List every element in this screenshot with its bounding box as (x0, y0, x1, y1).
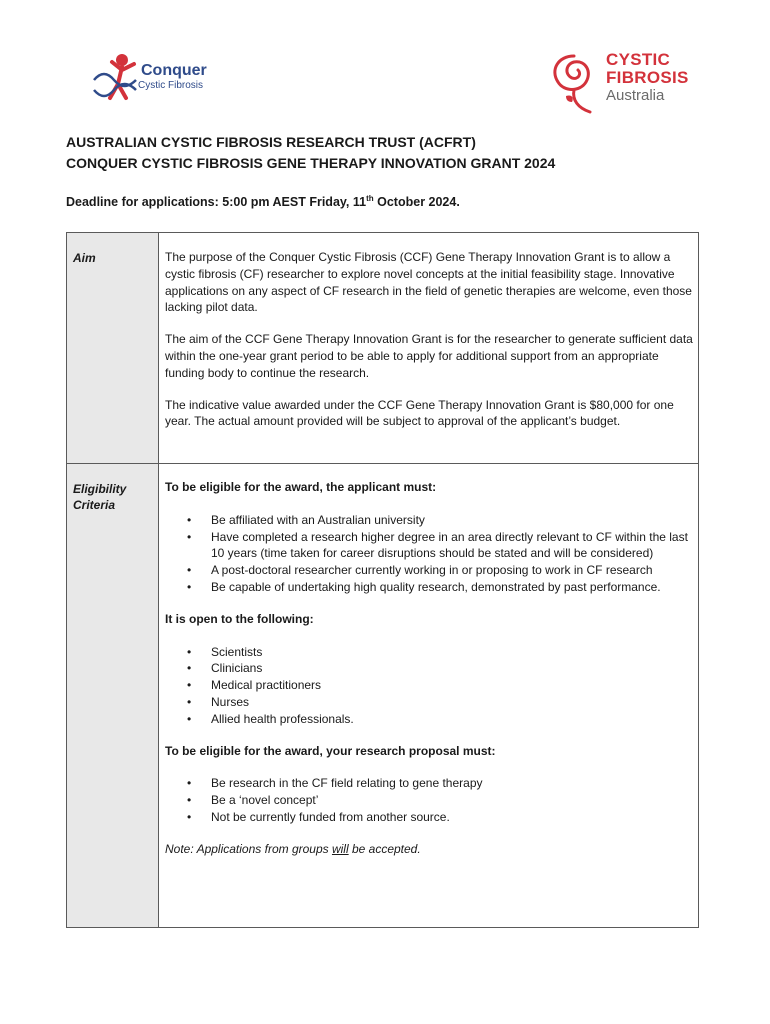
aim-content (165, 249, 693, 430)
document-title (66, 132, 555, 174)
proposal-requirements-list (165, 775, 693, 825)
applicant-requirements-list (165, 512, 693, 596)
eligibility-label-line2: Criteria (73, 498, 116, 512)
list-item-text: Nurses (211, 694, 250, 709)
bullet-icon: • (187, 644, 192, 659)
bullet-icon: • (187, 776, 192, 791)
conquer-cf-logo (92, 50, 217, 110)
label-column (67, 233, 159, 927)
logo-left-line1: Conquer (141, 62, 207, 79)
eligibility-label (73, 481, 126, 513)
aim-paragraph-2: The aim of the CCF Gene Therapy Innovation Grant is for the researcher to generate sufficient data within the one-year grant period to be able to apply for additional support from an appropriate funding body to continue the research. (165, 332, 693, 380)
eligibility-heading-3: To be eligible for the award, your research proposal must: (165, 743, 496, 758)
bullet-icon: • (187, 529, 192, 544)
list-item (165, 677, 693, 694)
bullet-icon: • (187, 579, 192, 594)
rose-icon (544, 48, 604, 116)
list-item (165, 792, 693, 809)
list-item-text: Clinicians (211, 661, 263, 676)
eligibility-label-line1: Eligibility (73, 482, 127, 496)
list-item (165, 529, 693, 563)
bullet-icon: • (187, 678, 192, 693)
list-item-text: Scientists (211, 644, 263, 659)
note-suffix: be accepted. (348, 841, 421, 856)
list-item (165, 579, 693, 596)
list-item-text: Allied health professionals. (211, 711, 354, 726)
bullet-icon: • (187, 661, 192, 676)
list-item-text: Have completed a research higher degree in an area directly relevant to CF within the last 10 years (time taken for career disruptions should be stated and will be considered) (211, 529, 688, 561)
list-item-text: Be capable of undertaking high quality research, demonstrated by past performance. (211, 579, 661, 594)
note-prefix: Note: Applications from groups (165, 841, 332, 856)
aim-paragraph-3: The indicative value awarded under the CCF Gene Therapy Innovation Grant is $80,000 for one year. The actual amount provided will be subject to approval of the applicant’s budget. (165, 397, 674, 429)
list-item (165, 809, 693, 826)
bullet-icon: • (187, 793, 192, 808)
criteria-table (66, 232, 699, 928)
aim-paragraph-1: The purpose of the Conquer Cystic Fibrosis (CCF) Gene Therapy Innovation Grant is to allow a cystic fibrosis (CF) researcher to explore novel concepts at the initial feasibility stage. Innovative applications on any aspect of CF research in the field of genetic therapies are welcome, even those lacking pilot data. (165, 250, 692, 315)
eligibility-heading-2: It is open to the following: (165, 611, 314, 626)
list-item-text: Be a ‘novel concept’ (211, 793, 319, 808)
eligibility-content (165, 479, 693, 858)
list-item-text: Medical practitioners (211, 678, 322, 693)
list-item (165, 711, 693, 728)
list-item (165, 644, 693, 661)
deadline-suffix: October 2024. (373, 195, 460, 210)
list-item (165, 694, 693, 711)
open-to-list (165, 644, 693, 728)
deadline-text (66, 194, 460, 209)
bullet-icon: • (187, 563, 192, 578)
bullet-icon: • (187, 711, 192, 726)
bullet-icon: • (187, 809, 192, 824)
deadline-prefix: Deadline for applications: 5:00 pm AEST Friday, 11 (66, 195, 367, 210)
cf-australia-logo (544, 48, 704, 116)
logo-left-line2: Cystic Fibrosis (138, 80, 204, 91)
logo-right-line3: Australia (606, 87, 665, 104)
logo-right-line1: CYSTIC (606, 50, 671, 69)
list-item-text: Not be currently funded from another source. (211, 809, 450, 824)
title-line1: AUSTRALIAN CYSTIC FIBROSIS RESEARCH TRUST (ACFRT) (66, 134, 476, 150)
list-item (165, 775, 693, 792)
note-emphasis: will (331, 841, 349, 856)
list-item (165, 660, 693, 677)
groups-note (165, 841, 693, 858)
list-item (165, 562, 693, 579)
logo-right-line2: FIBROSIS (606, 68, 689, 87)
title-line2: CONQUER CYSTIC FIBROSIS GENE THERAPY INNOVATION GRANT 2024 (66, 155, 556, 171)
bullet-icon: • (187, 694, 192, 709)
list-item-text: Be affiliated with an Australian university (211, 512, 425, 527)
aim-label: Aim (73, 251, 96, 265)
bullet-icon: • (187, 512, 192, 527)
eligibility-heading-1: To be eligible for the award, the applicant must: (165, 480, 437, 494)
conquer-figure-icon (92, 50, 142, 108)
list-item-text: Be research in the CF field relating to gene therapy (211, 776, 483, 791)
deadline-superscript: th (366, 194, 374, 203)
list-item-text: A post-doctoral researcher currently working in or proposing to work in CF research (211, 563, 653, 578)
list-item (165, 512, 693, 529)
row-divider (67, 463, 698, 464)
